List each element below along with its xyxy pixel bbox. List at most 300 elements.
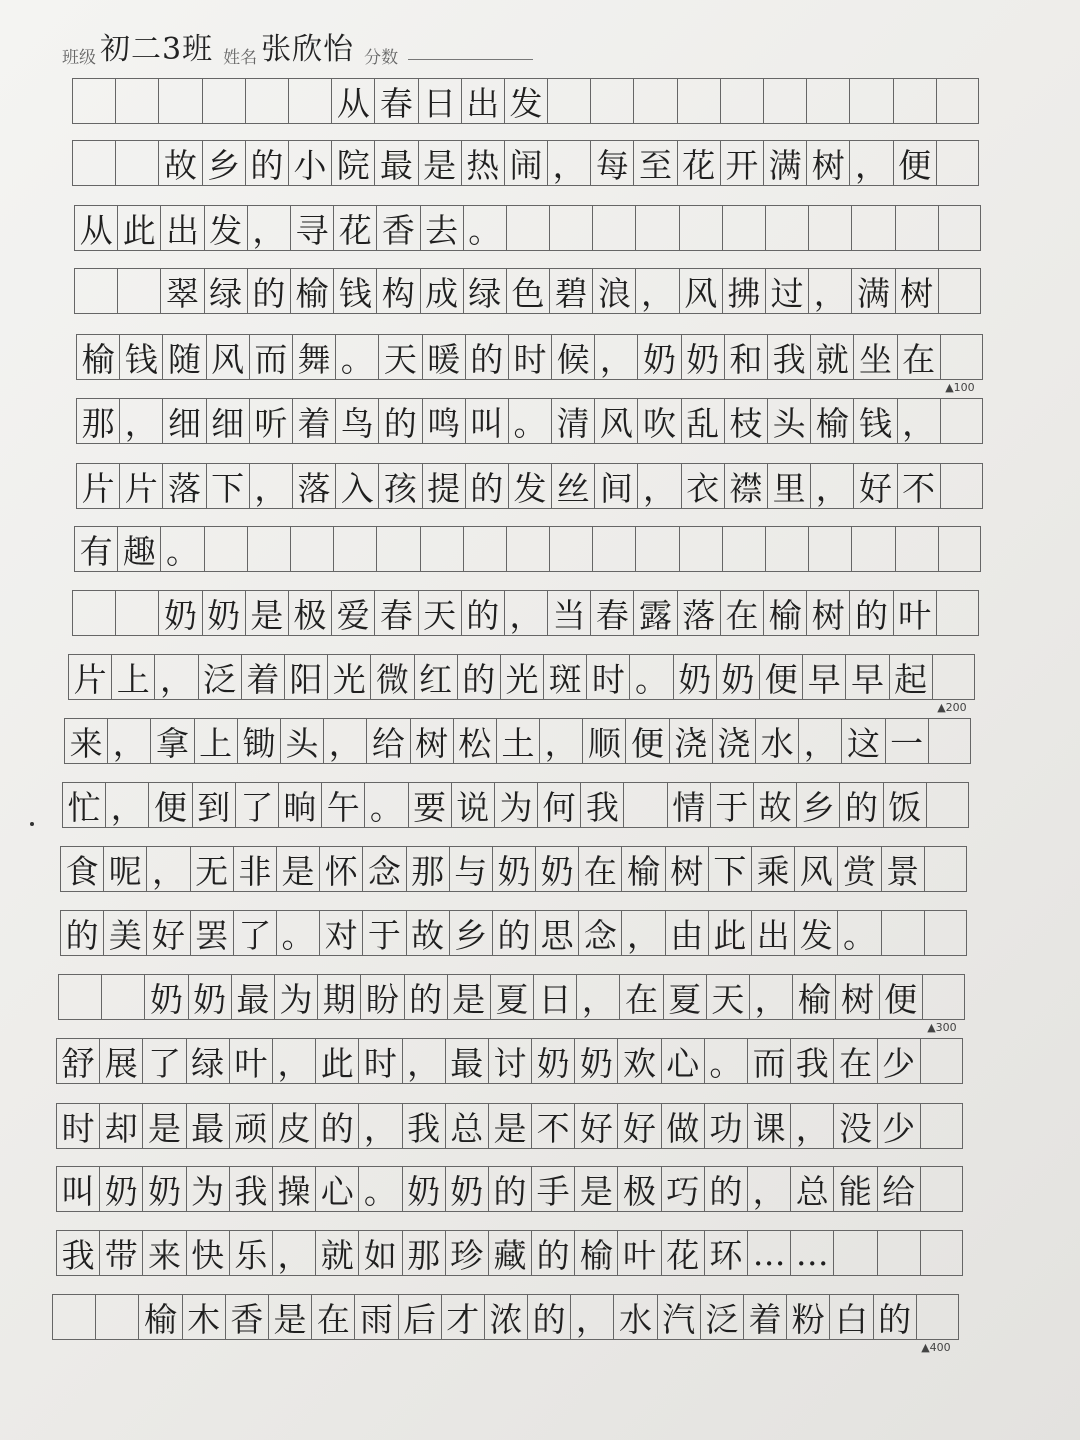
grid-cell: 是	[447, 974, 490, 1020]
grid-cell: 随	[162, 334, 205, 380]
grid-cell: 奶	[188, 974, 231, 1020]
grid-cell: 构	[376, 268, 419, 314]
grid-cell: 便	[893, 140, 936, 186]
grid-cell: 有	[74, 526, 117, 572]
grid-cell: 。	[364, 782, 407, 828]
grid-row	[62, 782, 969, 828]
grid-cell: 丝	[551, 463, 594, 509]
grid-cell: 而	[747, 1038, 790, 1084]
grid-cell: 的	[404, 974, 447, 1020]
grid-cell: 的	[527, 1294, 570, 1340]
grid-cell: 发	[508, 463, 551, 509]
grid-cell: 的	[461, 590, 504, 636]
grid-cell: 没	[833, 1103, 876, 1149]
grid-cell: 香	[376, 205, 419, 251]
grid-cell: 为	[186, 1166, 229, 1212]
grid-cell: 我	[790, 1038, 833, 1084]
grid-cell: 落	[677, 590, 720, 636]
grid-cell: 便	[148, 782, 191, 828]
grid-cell	[877, 1230, 920, 1276]
grid-cell: 心	[315, 1166, 358, 1212]
grid-cell: 盼	[360, 974, 403, 1020]
grid-cell	[765, 205, 808, 251]
grid-cell: ，	[594, 334, 637, 380]
grid-cell: 心	[661, 1038, 704, 1084]
grid-cell: 衣	[681, 463, 724, 509]
grid-cell	[806, 78, 849, 124]
grid-cell: ，	[323, 718, 366, 764]
grid-cell: ，	[808, 268, 851, 314]
grid-cell: 开	[720, 140, 763, 186]
grid-cell: 风	[794, 846, 837, 892]
grid-cell: 时	[508, 334, 551, 380]
grid-cell: 叫	[465, 398, 508, 444]
grid-cell: 于	[362, 910, 405, 956]
grid-cell	[623, 782, 666, 828]
grid-row	[74, 526, 981, 572]
grid-cell: 发	[204, 205, 247, 251]
grid-cell	[592, 205, 635, 251]
grid-row	[52, 1294, 959, 1340]
grid-cell: 从	[331, 78, 374, 124]
grid-cell: 来	[64, 718, 107, 764]
grid-cell: 奶	[492, 846, 535, 892]
grid-cell: 榆	[574, 1230, 617, 1276]
grid-cell: 奶	[535, 846, 578, 892]
grid-cell: 我	[56, 1230, 99, 1276]
grid-cell: 最	[186, 1103, 229, 1149]
grid-cell: 的	[704, 1166, 747, 1212]
grid-cell	[924, 910, 967, 956]
grid-cell: 光	[500, 654, 543, 700]
grid-cell: 襟	[724, 463, 767, 509]
grid-cell: 从	[74, 205, 117, 251]
grid-cell: 那	[402, 1230, 445, 1276]
grid-cell: 非	[233, 846, 276, 892]
grid-cell	[920, 1038, 963, 1084]
grid-cell: 期	[317, 974, 360, 1020]
grid-cell: 绿	[204, 268, 247, 314]
grid-cell: …	[790, 1230, 833, 1276]
grid-cell: 的	[378, 398, 421, 444]
grid-cell: 何	[537, 782, 580, 828]
grid-cell: 赏	[837, 846, 880, 892]
grid-cell: 顽	[229, 1103, 272, 1149]
grid-cell	[635, 526, 678, 572]
grid-cell	[202, 78, 245, 124]
grid-cell	[117, 268, 160, 314]
grid-cell: 最	[445, 1038, 488, 1084]
grid-cell	[506, 526, 549, 572]
grid-cell: 拿	[150, 718, 193, 764]
grid-cell: 上	[111, 654, 154, 700]
grid-cell	[549, 526, 592, 572]
grid-cell: ，	[849, 140, 892, 186]
grid-cell: 乘	[751, 846, 794, 892]
grid-cell: 片	[119, 463, 162, 509]
grid-cell: 奶	[144, 974, 187, 1020]
grid-cell	[590, 78, 633, 124]
grid-cell: 水	[755, 718, 798, 764]
grid-cell: 我	[580, 782, 623, 828]
grid-cell: 树	[665, 846, 708, 892]
grid-cell: 每	[590, 140, 633, 186]
grid-cell: 小	[288, 140, 331, 186]
grid-cell: 浓	[484, 1294, 527, 1340]
grid-cell	[895, 526, 938, 572]
grid-cell: 的	[492, 910, 535, 956]
grid-cell: 寻	[290, 205, 333, 251]
grid-cell	[101, 974, 144, 1020]
grid-cell: 着	[292, 398, 335, 444]
grid-cell: 暖	[422, 334, 465, 380]
grid-cell: 翠	[160, 268, 203, 314]
grid-cell: 下	[206, 463, 249, 509]
grid-cell: 当	[547, 590, 590, 636]
grid-cell: 故	[406, 910, 449, 956]
grid-cell: 奶	[716, 654, 759, 700]
grid-cell: 极	[617, 1166, 660, 1212]
grid-cell: 的	[465, 463, 508, 509]
grid-cell: 了	[233, 910, 276, 956]
grid-cell	[463, 526, 506, 572]
grid-cell: 时	[586, 654, 629, 700]
grid-cell: 这	[841, 718, 884, 764]
grid-cell	[95, 1294, 138, 1340]
grid-row	[76, 334, 983, 380]
grid-cell: 孩	[378, 463, 421, 509]
grid-cell: 落	[292, 463, 335, 509]
grid-cell	[72, 78, 115, 124]
class-label: 班级	[62, 48, 96, 68]
grid-cell	[938, 268, 981, 314]
grid-cell: ，	[105, 782, 148, 828]
grid-cell: 的	[315, 1103, 358, 1149]
grid-cell	[72, 590, 115, 636]
grid-cell: 奶	[637, 334, 680, 380]
grid-cell: ，	[637, 463, 680, 509]
grid-cell: 是	[142, 1103, 185, 1149]
grid-cell: 最	[374, 140, 417, 186]
word-count-marker: ▲400	[921, 1341, 951, 1354]
grid-cell: 鸣	[422, 398, 465, 444]
grid-cell: 热	[461, 140, 504, 186]
grid-cell: 带	[99, 1230, 142, 1276]
grid-cell	[547, 78, 590, 124]
grid-cell: 枝	[724, 398, 767, 444]
grid-cell: 与	[449, 846, 492, 892]
grid-cell: 叫	[56, 1166, 99, 1212]
grid-cell	[895, 205, 938, 251]
grid-cell: 乡	[449, 910, 492, 956]
grid-cell: ，	[749, 974, 792, 1020]
grid-cell: 是	[574, 1166, 617, 1212]
grid-cell	[333, 526, 376, 572]
grid-cell: ，	[272, 1230, 315, 1276]
grid-cell: 过	[765, 268, 808, 314]
grid-cell	[808, 526, 851, 572]
grid-cell: 榆	[290, 268, 333, 314]
grid-cell: 我	[229, 1166, 272, 1212]
grid-cell: 爱	[331, 590, 374, 636]
grid-cell	[808, 205, 851, 251]
grid-cell: 的	[60, 910, 103, 956]
grid-cell	[549, 205, 592, 251]
grid-cell: 展	[99, 1038, 142, 1084]
grid-cell	[677, 78, 720, 124]
grid-cell: 发	[794, 910, 837, 956]
grid-cell: 浇	[712, 718, 755, 764]
grid-cell: 起	[889, 654, 932, 700]
grid-cell: 来	[142, 1230, 185, 1276]
grid-cell: 给	[877, 1166, 920, 1212]
grid-cell	[763, 78, 806, 124]
grid-cell	[920, 1230, 963, 1276]
grid-row	[72, 590, 979, 636]
grid-cell: 头	[767, 398, 810, 444]
grid-cell: 此	[117, 205, 160, 251]
grid-cell: 春	[374, 590, 417, 636]
grid-cell	[893, 78, 936, 124]
grid-cell: 能	[833, 1166, 876, 1212]
grid-cell	[245, 78, 288, 124]
grid-cell: 了	[235, 782, 278, 828]
grid-cell: 钱	[333, 268, 376, 314]
grid-cell: 微	[370, 654, 413, 700]
grid-cell: 是	[268, 1294, 311, 1340]
grid-cell	[74, 268, 117, 314]
grid-cell: 听	[249, 398, 292, 444]
grid-cell: 榆	[792, 974, 835, 1020]
grid-cell: 舞	[292, 334, 335, 380]
grid-cell: 奶	[681, 334, 724, 380]
grid-cell: 树	[410, 718, 453, 764]
grid-cell: 奶	[445, 1166, 488, 1212]
grid-cell: 总	[790, 1166, 833, 1212]
grid-cell	[288, 78, 331, 124]
grid-cell: ，	[810, 463, 853, 509]
grid-cell: 土	[496, 718, 539, 764]
grid-cell: 泛	[700, 1294, 743, 1340]
grid-cell	[204, 526, 247, 572]
grid-cell: 做	[661, 1103, 704, 1149]
grid-cell: 在	[311, 1294, 354, 1340]
grid-cell: 院	[331, 140, 374, 186]
grid-row	[56, 1230, 963, 1276]
grid-row	[56, 1103, 963, 1149]
grid-cell: 成	[420, 268, 463, 314]
grid-cell: 无	[190, 846, 233, 892]
grid-cell	[936, 590, 979, 636]
grid-cell	[940, 463, 983, 509]
grid-cell: 。	[463, 205, 506, 251]
grid-cell: 水	[613, 1294, 656, 1340]
grid-cell: 在	[720, 590, 763, 636]
grid-cell: 操	[272, 1166, 315, 1212]
grid-cell	[938, 526, 981, 572]
grid-cell: 好	[574, 1103, 617, 1149]
grid-cell	[940, 334, 983, 380]
grid-cell: 的	[849, 590, 892, 636]
grid-row	[72, 78, 979, 124]
grid-cell: 春	[374, 78, 417, 124]
grid-cell	[722, 526, 765, 572]
grid-cell: 春	[590, 590, 633, 636]
grid-row	[68, 654, 975, 700]
grid-row	[56, 1166, 963, 1212]
grid-cell: 才	[441, 1294, 484, 1340]
grid-cell	[115, 140, 158, 186]
grid-cell: 了	[142, 1038, 185, 1084]
grid-cell: 讨	[488, 1038, 531, 1084]
grid-cell: ，	[247, 205, 290, 251]
grid-cell	[247, 526, 290, 572]
grid-cell: 就	[810, 334, 853, 380]
grid-cell: ，	[402, 1038, 445, 1084]
grid-cell: 饭	[883, 782, 926, 828]
grid-cell	[635, 205, 678, 251]
grid-cell: 粉	[786, 1294, 829, 1340]
grid-cell: 吹	[637, 398, 680, 444]
grid-cell	[158, 78, 201, 124]
grid-cell: 落	[162, 463, 205, 509]
grid-cell: 故	[158, 140, 201, 186]
grid-cell: 早	[802, 654, 845, 700]
grid-cell: 碧	[549, 268, 592, 314]
grid-cell: 故	[753, 782, 796, 828]
grid-cell: 。	[276, 910, 319, 956]
grid-cell	[633, 78, 676, 124]
grid-cell: 里	[767, 463, 810, 509]
grid-cell: …	[747, 1230, 790, 1276]
word-count-marker: ▲100	[945, 381, 975, 394]
grid-cell: ，	[154, 654, 197, 700]
score-line	[408, 58, 533, 60]
grid-cell: 好	[853, 463, 896, 509]
grid-cell: 那	[406, 846, 449, 892]
grid-cell	[290, 526, 333, 572]
grid-cell: 说	[451, 782, 494, 828]
grid-cell: 树	[806, 140, 849, 186]
grid-cell	[833, 1230, 876, 1276]
grid-row	[72, 140, 979, 186]
grid-cell: 趣	[117, 526, 160, 572]
grid-cell: 绿	[186, 1038, 229, 1084]
grid-cell: 木	[182, 1294, 225, 1340]
grid-cell: 的	[873, 1294, 916, 1340]
grid-cell: 由	[665, 910, 708, 956]
grid-cell: 的	[465, 334, 508, 380]
grid-cell: 闹	[504, 140, 547, 186]
grid-cell: 一	[885, 718, 928, 764]
grid-cell	[592, 526, 635, 572]
grid-cell: 花	[677, 140, 720, 186]
grid-cell: ，	[576, 974, 619, 1020]
class-value: 初二3班	[100, 32, 214, 67]
grid-cell: 的	[531, 1230, 574, 1276]
grid-cell	[938, 205, 981, 251]
grid-cell: 满	[851, 268, 894, 314]
grid-cell: 雨	[354, 1294, 397, 1340]
grid-cell: 便	[879, 974, 922, 1020]
grid-cell: 。	[508, 398, 551, 444]
grid-cell: 对	[319, 910, 362, 956]
grid-cell: 为	[494, 782, 537, 828]
header	[62, 28, 533, 68]
grid-cell: 着	[241, 654, 284, 700]
grid-cell: 着	[743, 1294, 786, 1340]
grid-cell: ，	[621, 910, 664, 956]
grid-cell: 思	[535, 910, 578, 956]
grid-cell: 极	[288, 590, 331, 636]
grid-cell: 的	[247, 268, 290, 314]
grid-cell: 呢	[103, 846, 146, 892]
grid-cell: 树	[895, 268, 938, 314]
grid-cell: ，	[635, 268, 678, 314]
grid-cell	[922, 974, 965, 1020]
word-count-marker: ▲200	[937, 701, 967, 714]
grid-cell: 满	[763, 140, 806, 186]
grid-cell: 坐	[853, 334, 896, 380]
grid-cell: ，	[504, 590, 547, 636]
grid-cell: 是	[488, 1103, 531, 1149]
grid-cell: 清	[551, 398, 594, 444]
grid-row	[74, 268, 981, 314]
score-label: 分数	[364, 48, 399, 68]
grid-cell: 奶	[673, 654, 716, 700]
grid-cell	[916, 1294, 959, 1340]
grid-cell: 念	[578, 910, 621, 956]
grid-cell: 奶	[99, 1166, 142, 1212]
grid-cell: ，	[798, 718, 841, 764]
grid-cell: 我	[767, 334, 810, 380]
grid-cell: 下	[708, 846, 751, 892]
grid-cell: ，	[897, 398, 940, 444]
grid-cell	[849, 78, 892, 124]
grid-cell: 细	[162, 398, 205, 444]
grid-cell: 忙	[62, 782, 105, 828]
grid-cell	[851, 526, 894, 572]
grid-cell: 却	[99, 1103, 142, 1149]
grid-cell: 。	[160, 526, 203, 572]
grid-cell: 到	[192, 782, 235, 828]
grid-cell: 午	[321, 782, 364, 828]
grid-cell: 天	[706, 974, 749, 1020]
grid-cell: ，	[146, 846, 189, 892]
grid-cell: 时	[358, 1038, 401, 1084]
grid-cell: 顺	[582, 718, 625, 764]
grid-cell	[920, 1166, 963, 1212]
grid-cell: 乡	[202, 140, 245, 186]
grid-cell	[926, 782, 969, 828]
grid-cell: 奶	[531, 1038, 574, 1084]
grid-cell: 巧	[661, 1166, 704, 1212]
grid-cell	[851, 205, 894, 251]
grid-cell: 不	[897, 463, 940, 509]
grid-cell: 花	[661, 1230, 704, 1276]
grid-cell: 珍	[445, 1230, 488, 1276]
grid-row	[76, 398, 983, 444]
grid-cell: 情	[667, 782, 710, 828]
grid-cell: 夏	[490, 974, 533, 1020]
grid-cell: 榆	[810, 398, 853, 444]
grid-cell: 便	[625, 718, 668, 764]
grid-cell: 出	[160, 205, 203, 251]
grid-cell: ，	[539, 718, 582, 764]
grid-cell: 出	[461, 78, 504, 124]
grid-cell	[881, 910, 924, 956]
grid-cell: 片	[68, 654, 111, 700]
